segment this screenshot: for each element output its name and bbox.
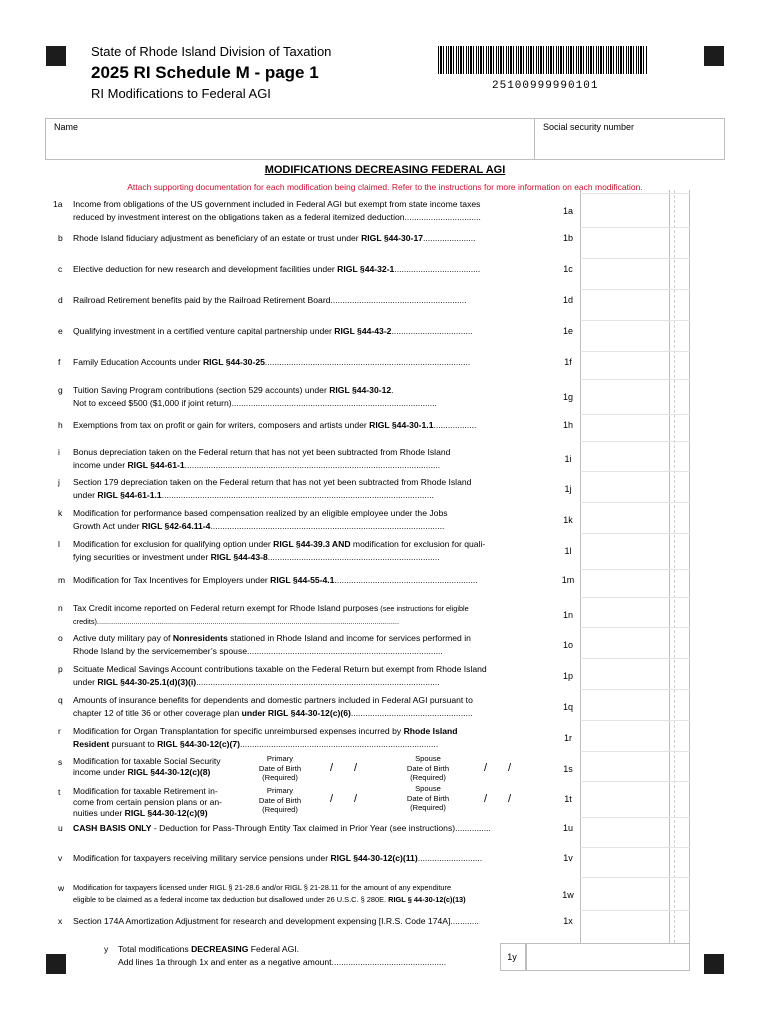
line-letter: p bbox=[58, 664, 63, 674]
line-description: Modification for taxpayers receiving military service pensions under RIGL §44-30-12(c)(11)........................... bbox=[73, 853, 483, 863]
line-1p-amount-input[interactable] bbox=[581, 659, 689, 690]
line-number-1p: 1p bbox=[562, 671, 573, 681]
line-description: Family Education Accounts under RIGL §44-30-25...................................................................................... bbox=[73, 357, 471, 367]
registration-mark-bottom-left bbox=[46, 954, 66, 974]
line-letter: h bbox=[58, 420, 63, 430]
line-number-1h: 1h bbox=[562, 420, 573, 430]
line-description: CASH BASIS ONLY - Deduction for Pass-Through Entity Tax claimed in Prior Year (see instructions)............... bbox=[73, 823, 491, 833]
line-description: Total modifications DECREASING Federal AGI. Add lines 1a through 1x and enter as a negative amount................................................ bbox=[118, 944, 447, 967]
date-slash: / bbox=[354, 793, 358, 805]
row-divider bbox=[580, 781, 690, 782]
line-number-1g: 1g bbox=[562, 392, 573, 402]
line-letter: e bbox=[58, 326, 63, 336]
line-1u-amount-input[interactable] bbox=[581, 818, 689, 848]
row-divider bbox=[580, 569, 690, 570]
date-slash: / bbox=[484, 793, 488, 805]
name-input[interactable] bbox=[46, 131, 532, 159]
row-divider bbox=[580, 289, 690, 290]
line-letter: v bbox=[58, 853, 63, 863]
line-number-1n: 1n bbox=[562, 610, 573, 620]
row-divider bbox=[580, 751, 690, 752]
line-description: Scituate Medical Savings Account contributions taxable on the Federal Return but exempt from Rhode Island under RIGL §44-30-25.1(d)(3)(i)...................................................................................................... bbox=[73, 664, 487, 687]
form-title: 2025 RI Schedule M - page 1 bbox=[91, 63, 319, 82]
line-letter: c bbox=[58, 264, 63, 274]
line-1k-amount-input[interactable] bbox=[581, 503, 689, 534]
row-divider bbox=[580, 533, 690, 534]
line-number-1d: 1d bbox=[562, 295, 573, 305]
barcode-number: 25100999990101 bbox=[492, 80, 599, 92]
row-divider bbox=[580, 720, 690, 721]
line-description: Railroad Retirement benefits paid by the Railroad Retirement Board......................................................... bbox=[73, 295, 467, 305]
line-number-1j: 1j bbox=[564, 484, 572, 494]
primary-dob-input-s[interactable] bbox=[314, 760, 374, 778]
line-letter: n bbox=[58, 603, 63, 613]
line-1y-amount-input[interactable] bbox=[526, 943, 690, 971]
date-slash: / bbox=[330, 762, 334, 774]
row-divider bbox=[580, 597, 690, 598]
line-description: Qualifying investment in a certified venture capital partnership under RIGL §44-43-2.................................. bbox=[73, 326, 473, 336]
line-1v-amount-input[interactable] bbox=[581, 848, 689, 878]
row-divider bbox=[580, 817, 690, 818]
row-divider bbox=[580, 910, 690, 911]
row-divider bbox=[580, 258, 690, 259]
line-number-1x: 1x bbox=[563, 916, 573, 926]
line-1r-amount-input[interactable] bbox=[581, 721, 689, 752]
line-letter: x bbox=[58, 916, 63, 926]
row-divider bbox=[580, 414, 690, 415]
line-description: Bonus depreciation taken on the Federal return that has not yet been subtracted from Rhode Island income under RIGL §44-61-1........................................................................................................... bbox=[73, 447, 451, 470]
row-divider bbox=[580, 351, 690, 352]
line-letter: q bbox=[58, 695, 63, 705]
row-divider bbox=[580, 471, 690, 472]
line-description: Modification for Organ Transplantation for specific unreimbursed expenses incurred by Rhode Island Resident pursuant to RIGL §44-30-12(c)(7)................................................................................... bbox=[73, 726, 458, 749]
line-description: Modification for performance based compensation realized by an eligible employee under the Jobs Growth Act under RIGL §42-64.11-4.................................................................................................. bbox=[73, 508, 448, 531]
line-number-1m: 1m bbox=[561, 575, 575, 585]
row-divider bbox=[580, 877, 690, 878]
row-divider bbox=[580, 658, 690, 659]
primary-dob-input-t[interactable] bbox=[314, 790, 374, 808]
line-letter: k bbox=[58, 508, 63, 518]
spouse-dob-input-s[interactable] bbox=[468, 760, 528, 778]
row-divider bbox=[580, 689, 690, 690]
line-number-1l: 1l bbox=[564, 546, 572, 556]
line-number-1c: 1c bbox=[563, 264, 573, 274]
date-slash: / bbox=[508, 762, 512, 774]
line-letter: s bbox=[58, 757, 63, 767]
line-number-1v: 1v bbox=[563, 853, 573, 863]
registration-mark-top-left bbox=[46, 46, 66, 66]
line-1w-amount-input[interactable] bbox=[581, 878, 689, 911]
line-1q-amount-input[interactable] bbox=[581, 690, 689, 721]
agency-name: State of Rhode Island Division of Taxation bbox=[91, 44, 332, 59]
line-1c-amount-input[interactable] bbox=[581, 259, 689, 290]
ssn-input[interactable] bbox=[535, 131, 724, 159]
line-1x-amount-input[interactable] bbox=[581, 911, 689, 939]
line-1d-amount-input[interactable] bbox=[581, 290, 689, 321]
line-letter: o bbox=[58, 633, 63, 643]
line-description: Modification for taxpayers licensed under RIGL § 21-28.6 and/or RIGL § 21-28.11 for the amount of any expenditure eligible to be claimed as a federal income tax deduction but disallowed under 26 U.S.C. § 280E. RIGL § 44-30-12(c)(13) bbox=[73, 883, 466, 904]
line-description: Modification for exclusion for qualifying option under RIGL §44-39.3 AND modification for exclusion for quali- fying securities or investment under RIGL §44-43-8........................................................................ bbox=[73, 539, 486, 562]
barcode bbox=[438, 46, 648, 74]
line-1f-amount-input[interactable] bbox=[581, 352, 689, 380]
row-divider bbox=[580, 502, 690, 503]
name-label: Name bbox=[54, 122, 79, 132]
row-divider bbox=[580, 847, 690, 848]
line-number-1f: 1f bbox=[564, 357, 572, 367]
line-letter: 1a bbox=[53, 199, 63, 209]
line-description: Active duty military pay of Nonresidents stationed in Rhode Island and income for services performed in Rhode Island by the servicemember’s spouse.................................................................................. bbox=[73, 633, 471, 656]
row-divider bbox=[580, 193, 690, 194]
line-letter: b bbox=[58, 233, 63, 243]
line-number-1e: 1e bbox=[562, 326, 573, 336]
line-number-1b: 1b bbox=[562, 233, 573, 243]
line-description: Elective deduction for new research and development facilities under RIGL §44-32-1.................................... bbox=[73, 264, 481, 274]
date-slash: / bbox=[508, 793, 512, 805]
line-number-1a: 1a bbox=[562, 206, 573, 216]
line-letter: i bbox=[58, 447, 60, 457]
line-1m-amount-input[interactable] bbox=[581, 570, 689, 598]
line-number-1t: 1t bbox=[564, 794, 572, 804]
date-slash: / bbox=[330, 793, 334, 805]
line-1o-amount-input[interactable] bbox=[581, 628, 689, 659]
line-description: Modification for taxable Social Security income under RIGL §44-30-12(c)(8) bbox=[73, 756, 221, 777]
line-letter: w bbox=[58, 883, 65, 893]
line-1e-amount-input[interactable] bbox=[581, 321, 689, 352]
line-number-1i: 1i bbox=[564, 454, 572, 464]
line-description: Tuition Saving Program contributions (section 529 accounts) under RIGL §44-30-12. Not to exceed $500 ($1,000 if joint return)...................................................................................... bbox=[73, 385, 437, 408]
line-description: Section 174A Amortization Adjustment for research and development expensing [I.R.S. Code 174A]............ bbox=[73, 916, 480, 926]
line-1l-amount-input[interactable] bbox=[581, 534, 689, 570]
line-letter: l bbox=[58, 539, 60, 549]
ssn-label: Social security number bbox=[543, 122, 635, 132]
row-divider bbox=[580, 379, 690, 380]
line-1n-amount-input[interactable] bbox=[581, 598, 689, 628]
form-subtitle: RI Modifications to Federal AGI bbox=[91, 86, 271, 101]
line-1i-amount-input[interactable] bbox=[581, 442, 689, 472]
row-divider bbox=[580, 320, 690, 321]
line-number-1y: 1y bbox=[507, 952, 517, 962]
line-letter: r bbox=[58, 726, 61, 736]
spouse-dob-caption-t: Spouse Date of Birth (Required) bbox=[406, 784, 450, 812]
line-description: Income from obligations of the US government included in Federal AGI but exempt from state income taxes reduced by investment interest on the obligations taken as a federal itemized deduction................................ bbox=[73, 199, 481, 222]
line-description: Modification for taxable Retirement in- come from certain pension plans or an- nuities under RIGL §44-30-12(c)(9) bbox=[73, 786, 223, 818]
registration-mark-bottom-right bbox=[704, 954, 724, 974]
line-description: Tax Credit income reported on Federal return exempt for Rhode Island purposes (see instructions for eligible credits)..................................................................................................................................................... bbox=[73, 603, 469, 626]
row-divider bbox=[580, 227, 690, 228]
line-number-1r: 1r bbox=[563, 733, 572, 743]
line-description: Rhode Island fiduciary adjustment as beneficiary of an estate or trust under RIGL §44-30-17...................... bbox=[73, 233, 476, 243]
line-letter: u bbox=[58, 823, 63, 833]
line-number-1o: 1o bbox=[562, 640, 573, 650]
line-1j-amount-input[interactable] bbox=[581, 472, 689, 503]
row-divider bbox=[580, 441, 690, 442]
date-slash: / bbox=[354, 762, 358, 774]
line-description: Exemptions from tax on profit or gain for writers, composers and artists under RIGL §44-30-1.1.................. bbox=[73, 420, 477, 430]
instruction-note: Attach supporting documentation for each modification being claimed. Refer to the instructions for more information on each modification. bbox=[127, 182, 643, 192]
line-description: Section 179 depreciation taken on the Federal return that has not yet been subtracted from Rhode Island under RIGL §44-61-1.1.................................................................................................................. bbox=[73, 477, 472, 500]
line-letter: g bbox=[58, 385, 63, 395]
line-letter: j bbox=[58, 477, 60, 487]
row-divider bbox=[580, 627, 690, 628]
line-description: Amounts of insurance benefits for dependents and domestic partners included in Federal AGI pursuant to chapter 12 of title 36 or other coverage plan under RIGL §44-30-12(c)(6)................................................... bbox=[73, 695, 473, 718]
line-1s-amount-input[interactable] bbox=[581, 752, 689, 782]
spouse-dob-input-t[interactable] bbox=[468, 790, 528, 808]
line-letter: f bbox=[58, 357, 61, 367]
primary-dob-caption-t: Primary Date of Birth (Required) bbox=[258, 786, 302, 814]
line-number-1u: 1u bbox=[562, 823, 573, 833]
spouse-dob-caption-s: Spouse Date of Birth (Required) bbox=[406, 754, 450, 782]
line-number-1s: 1s bbox=[563, 764, 573, 774]
primary-dob-caption-s: Primary Date of Birth (Required) bbox=[258, 754, 302, 782]
line-1a-amount-input[interactable] bbox=[581, 194, 689, 228]
line-1t-amount-input[interactable] bbox=[581, 782, 689, 818]
line-letter: m bbox=[58, 575, 66, 585]
date-slash: / bbox=[484, 762, 488, 774]
line-number-1k: 1k bbox=[563, 515, 573, 525]
line-1y-number-box bbox=[500, 943, 526, 971]
line-number-1q: 1q bbox=[562, 702, 573, 712]
line-description: Modification for Tax Incentives for Employers under RIGL §44-55-4.1............................................................ bbox=[73, 575, 478, 585]
line-letter: d bbox=[58, 295, 63, 305]
line-letter: t bbox=[58, 787, 61, 797]
line-letter: y bbox=[104, 944, 109, 954]
line-1b-amount-input[interactable] bbox=[581, 228, 689, 259]
registration-mark-top-right bbox=[704, 46, 724, 66]
line-1h-amount-input[interactable] bbox=[581, 415, 689, 442]
line-number-1w: 1w bbox=[562, 890, 574, 900]
line-1g-amount-input[interactable] bbox=[581, 380, 689, 415]
section-heading: MODIFICATIONS DECREASING FEDERAL AGI bbox=[264, 164, 506, 176]
